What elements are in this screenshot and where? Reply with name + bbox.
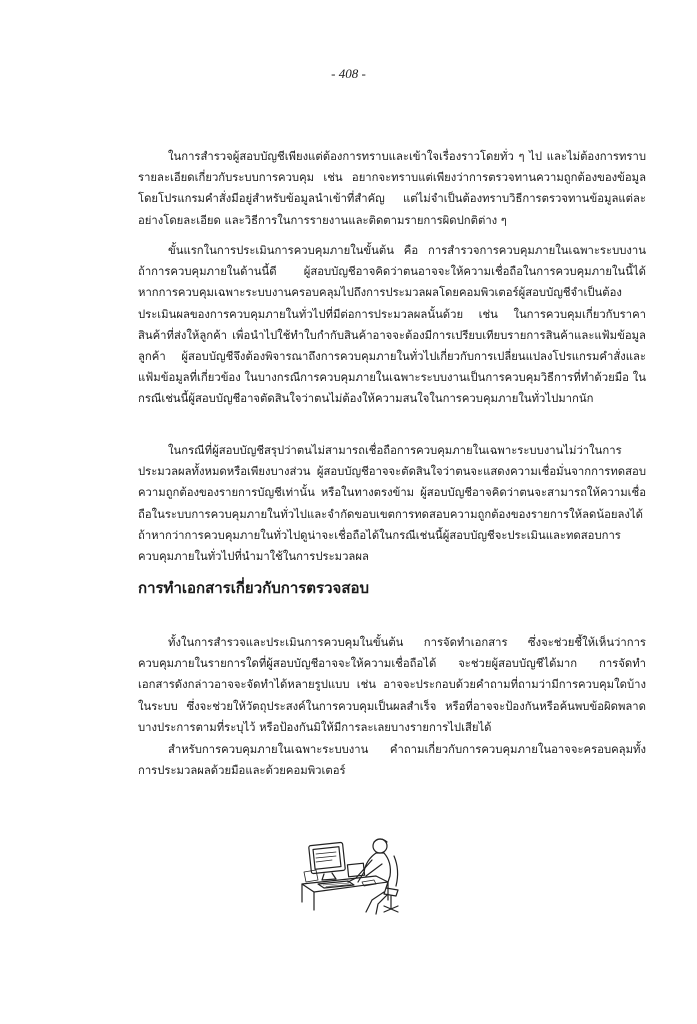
paragraph-initial-evaluation: ขั้นแรกในการประเมินการควบคุมภายในขั้นต้น คือ การสำรวจการควบคุมภายในเฉพาะระบบงาน ถ้าการควบคุมภายในด้านนี้ดี ผู้สอบบัญชีอาจคิดว่าตนอาจจะให้ความเชื่อถือในการควบคุมภายในนี้ได้ หากการควบคุมเฉพาะระบบงานครอบคลุมไปถึงการประมวลผลโดยคอมพิวเตอร์ผู้สอบบัญชีจำเป็นต้องประเมินผลของการควบคุมภายในทั่วไปที่มีต่อการประมวลผลนั้นด้วย เช่น ในการควบคุมเกี่ยวกับราคาสินค้าที่ส่งให้ลูกค้า เพื่อนำไปใช้ทำใบกำกับสินค้าอาจจะต้องมีการเปรียบเทียบรายการสินค้าและแฟ้มข้อมูลลูกค้า ผู้สอบบัญชีจึงต้องพิจารณาถึงการควบคุมภายในทั่วไปเกี่ยวกับการเปลี่ยนแปลงโปรแกรมคำสั่งและแฟ้มข้อมูลที่เกี่ยวข้อง ในบางกรณีการควบคุมภายในเฉพาะระบบงานเป็นการควบคุมวิธีการที่ทำด้วยมือ ในกรณีเช่นนี้ผู้สอบบัญชีอาจตัดสินใจว่าตนไม่ต้องให้ความสนใจในการควบคุมภายในทั่วไปมากนัก	[138, 244, 646, 406]
paragraph-application-controls: สำหรับการควบคุมภายในเฉพาะระบบงาน คำถามเกี่ยวกับการควบคุมภายในอาจจะครอบคลุมทั้งการประมวลผลด้วยมือและด้วยคอมพิวเตอร์	[138, 743, 646, 778]
paragraph-survey: ในการสำรวจผู้สอบบัญชีเพียงแต่ต้องการทราบและเข้าใจเรื่องราวโดยทั่ว ๆ ไป และไม่ต้องการทราบรายละเอียดเกี่ยวกับระบบการควบคุม เช่น อยากจะทราบแต่เพียงว่าการตรวจทานความถูกต้องของข้อมูลโดยโปรแกรมคำสั่งมีอยู่สำหรับข้อมูลนำเข้าที่สำคัญ แต่ไม่จำเป็นต้องทราบวิธีการตรวจทานข้อมูลแต่ละอย่างโดยละเอียด และวิธีการในการรายงานและติดตามรายการผิดปกติต่าง ๆ	[138, 150, 646, 227]
paragraph-documentation: ทั้งในการสำรวจและประเมินการควบคุมในขั้นต้น การจัดทำเอกสาร ซึ่งจะช่วยชี้ให้เห็นว่าการควบคุมภายในรายการใดที่ผู้สอบบัญชีอาจจะให้ความเชื่อถือได้ จะช่วยผู้สอบบัญชีได้มาก การจัดทำเอกสารดังกล่าวอาจจะจัดทำได้หลายรูปแบบ เช่น อาจจะประกอบด้วยคำถามที่ถามว่ามีการควบคุมใดบ้างในระบบ ซึ่งจะช่วยให้วัตถุประสงค์ในการควบคุมเป็นผลสำเร็จ หรือที่อาจจะป้องกันหรือค้นพบข้อผิดพลาดบางประการตามที่ระบุไว้ หรือป้องกันมิให้มีการละเลยบางรายการไปเสียได้	[138, 636, 646, 734]
section-heading-documentation: การทำเอกสารเกี่ยวกับการตรวจสอบ	[138, 579, 370, 597]
person-at-computer-illustration	[296, 826, 406, 922]
page-number: - 408 -	[331, 66, 366, 81]
paragraph-cannot-rely: ในกรณีที่ผู้สอบบัญชีสรุปว่าตนไม่สามารถเชื่อถือการควบคุมภายในเฉพาะระบบงานไม่ว่าในการประมวลผลทั้งหมดหรือเพียงบางส่วน ผู้สอบบัญชีอาจจะตัดสินใจว่าตนจะแสดงความเชื่อมั่นจากการทดสอบความถูกต้องของรายการบัญชีเท่านั้น หรือในทางตรงข้าม ผู้สอบบัญชีอาจคิดว่าตนจะสามารถให้ความเชื่อถือในระบบการควบคุมภายในทั่วไปและจำกัดขอบเขตการทดสอบความถูกต้องของรายการให้ลดน้อยลงได้ ถ้าหากว่าการควบคุมภายในทั่วไปดูน่าจะเชื่อถือได้ในกรณีเช่นนี้ผู้สอบบัญชีจะประเมินและทดสอบการควบคุมภายในทั่วไปที่นำมาใช้ในการประมวลผล	[138, 444, 646, 564]
